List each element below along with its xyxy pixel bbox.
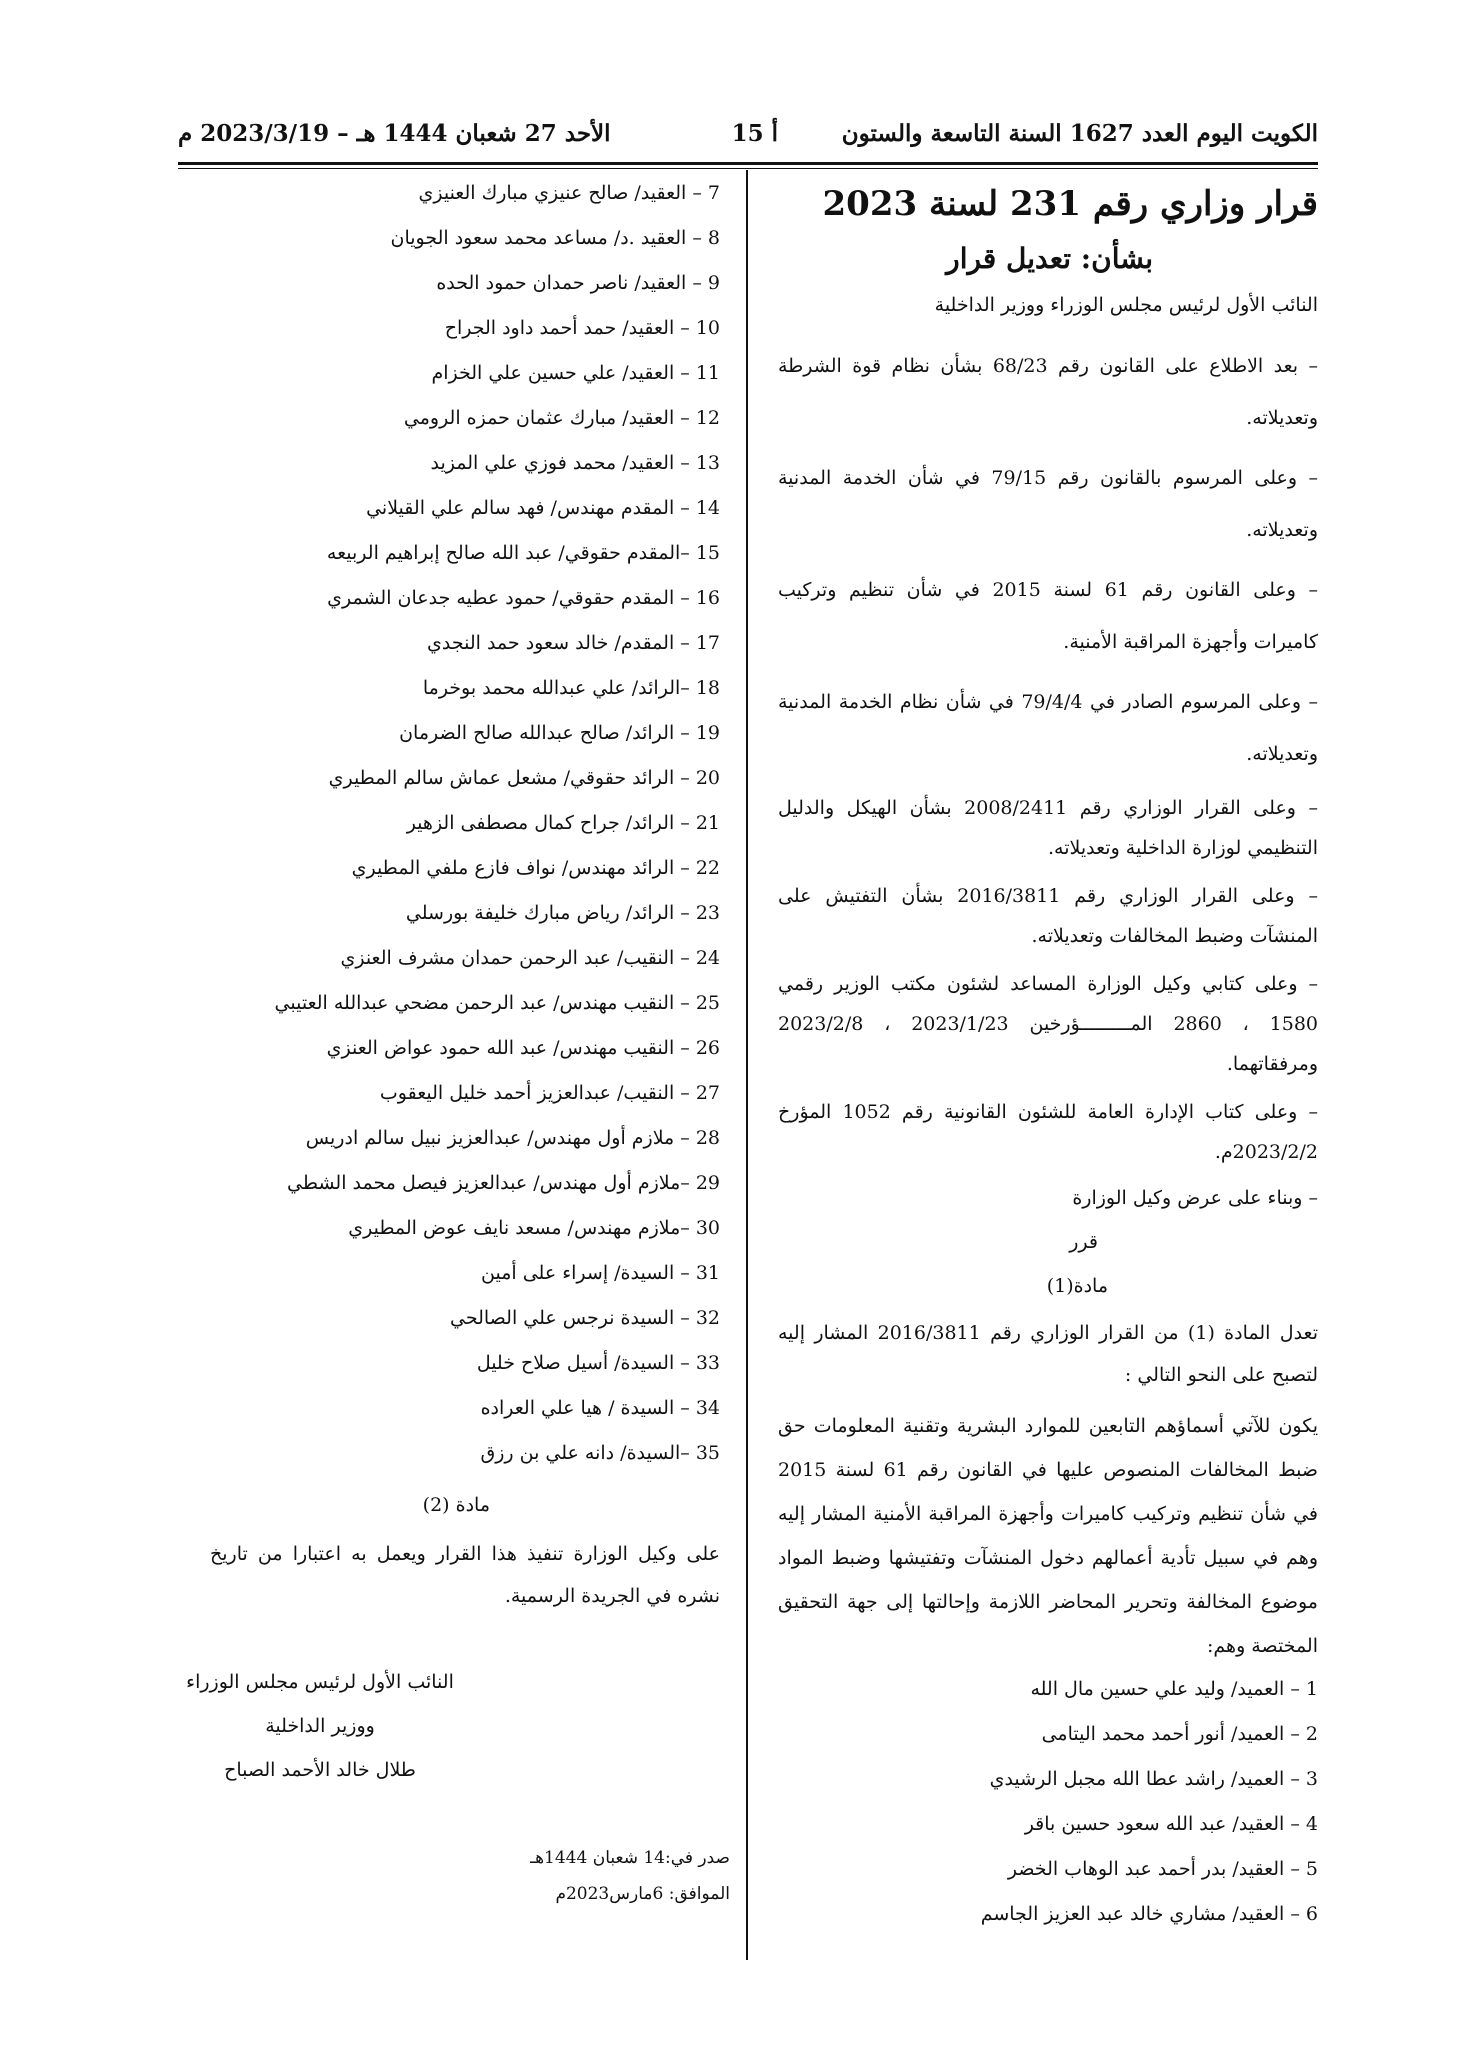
name-list-item: 19 – الرائد/ صالح عبدالله صالح الضرمان [399,722,720,744]
preamble-item: – وعلى المرسوم بالقانون رقم 79/15 في شأن الخدمة المدنية وتعديلاته. [778,467,1318,541]
name-list-item: 6 – العقيد/ مشاري خالد عبد العزيز الجاسم [980,1903,1318,1925]
preamble-item: – وعلى المرسوم الصادر في 79/4/4 في شأن نظام الخدمة المدنية وتعديلاته. [778,691,1318,765]
article1-intro: تعدل المادة (1) من القرار الوزاري رقم 2016/3811 المشار إليه لتصبح على النحو التالي : [778,1322,1318,1386]
decision-issuer: النائب الأول لرئيس مجلس الوزراء ووزير الداخلية [934,294,1318,316]
name-list-item: 35 –السيدة/ دانه علي بن رزق [480,1442,720,1464]
page-header [178,120,1318,160]
column-divider [746,170,748,1960]
name-list-item: 15 –المقدم حقوقي/ عبد الله صالح إبراهيم الربيعه [326,542,720,564]
name-list-item: 13 – العقيد/ محمد فوزي علي المزيد [430,452,720,474]
name-list-item: 30 –ملازم مهندس/ مسعد نايف عوض المطيري [348,1217,720,1239]
issued-gregorian: الموافق: 6مارس2023م [555,1884,730,1904]
name-list-item: 4 – العقيد/ عبد الله سعود حسين باقر [1024,1813,1318,1835]
preamble-item: – وعلى القانون رقم 61 لسنة 2015 في شأن تنظيم وتركيب كاميرات وأجهزة المراقبة الأمنية. [778,579,1318,653]
preamble-item: – وعلى القرار الوزاري رقم 2016/3811 بشأن التفتيش على المنشآت وضبط المخالفات وتعديلاته. [778,885,1318,947]
name-list-item: 12 – العقيد/ مبارك عثمان حمزه الرومي [403,407,720,429]
header-page-number: أ 15 [731,120,778,147]
name-list-item: 22 – الرائد مهندس/ نواف فازع ملفي المطيري [351,857,720,879]
name-list-item: 33 – السيدة/ أسيل صلاح خليل [476,1352,720,1374]
name-list-item: 23 – الرائد/ رياض مبارك خليفة بورسلي [405,902,720,924]
name-list-item: 5 – العقيد/ بدر أحمد عبد الوهاب الخضر [1007,1858,1318,1880]
issued-hijri: صدر في:14 شعبان 1444هـ [530,1848,730,1868]
name-list-item: 25 – النقيب مهندس/ عبد الرحمن مضحي عبدالله العتيبي [274,992,720,1014]
name-list-item: 8 – العقيد .د/ مساعد محمد سعود الجويان [390,227,720,249]
name-list-item: 7 – العقيد/ صالح عنيزي مبارك العنيزي [418,182,720,204]
name-list-item: 32 – السيدة نرجس علي الصالحي [450,1307,720,1329]
header-date: الأحد 27 شعبان 1444 هـ – 2023/3/19 م [178,120,611,147]
name-list-item: 26 – النقيب مهندس/ عبد الله حمود عواض العنزي [326,1037,720,1059]
name-list-item: 17 – المقدم/ خالد سعود حمد النجدي [427,632,720,654]
article2-body: على وكيل الوزارة تنفيذ هذا القرار ويعمل به اعتبارا من تاريخ نشره في الجريدة الرسمية. [210,1543,720,1607]
name-list-item: 18 –الرائد/ علي عبدالله محمد بوخرما [422,677,720,699]
header-issue-info: الكويت اليوم العدد 1627 السنة التاسعة والستون [841,120,1318,147]
preamble-item: – وبناء على عرض وكيل الوزارة [1072,1187,1318,1209]
preamble-item: – وعلى كتابي وكيل الوزارة المساعد لشئون مكتب الوزير رقمي 1580 ، 2860 المـــــــــؤرخين 2023/1/23 ، 2023/2/8 ومرفقاتهما. [778,973,1319,1075]
header-rule-thick [178,162,1318,165]
name-list-item: 28 – ملازم أول مهندس/ عبدالعزيز نبيل سالم ادريس [305,1127,720,1149]
preamble-item: – وعلى كتاب الإدارة العامة للشئون القانونية رقم 1052 المؤرخ 2023/2/2م. [778,1101,1318,1163]
signature-line: طلال خالد الأحمد الصباح [224,1759,416,1781]
name-list-item: 29 –ملازم أول مهندس/ عبدالعزيز فيصل محمد الشطي [287,1172,720,1194]
name-list-item: 1 – العميد/ وليد علي حسين مال الله [1030,1678,1318,1700]
name-list-item: 10 – العقيد/ حمد أحمد داود الجراح [444,317,720,339]
preamble-item: – وعلى القرار الوزاري رقم 2008/2411 بشأن الهيكل والدليل التنظيمي لوزارة الداخلية وتعديلاته. [778,797,1318,859]
name-list-item: 34 – السيدة / هيا علي العراده [480,1397,720,1419]
name-list-item: 11 – العقيد/ علي حسين علي الخزام [431,362,720,384]
name-list-item: 20 – الرائد حقوقي/ مشعل عماش سالم المطيري [328,767,720,789]
preamble-item: – بعد الاطلاع على القانون رقم 68/23 بشأن نظام قوة الشرطة وتعديلاته. [778,355,1318,429]
article1-body: يكون للآتي أسماؤهم التابعين للموارد البشرية وتقنية المعلومات حق ضبط المخالفات المنصوص عليها في القانون رقم 61 لسنة 2015 في شأن تنظيم وتركيب كاميرات وأجهزة المراقبة الأمنية المشار إليه وهم في سبيل تأدية أعمالهم دخول المنشآت وتفتيشها وضبط المواد موضوع المخالفة وتحرير المحاضر اللازمة وإحالتها إلى جهة التحقيق المختصة وهم: [778,1415,1318,1657]
name-list-item: 24 – النقيب/ عبد الرحمن حمدان مشرف العنزي [340,947,720,969]
right-column [778,180,1318,1946]
name-list-item: 16 – المقدم حقوقي/ حمود عطيه جدعان الشمري [327,587,720,609]
signature-line: ووزير الداخلية [265,1715,375,1737]
signature-line: النائب الأول لرئيس مجلس الوزراء [186,1671,454,1693]
name-list-item: 21 – الرائد/ جراح كمال مصطفى الزهير [406,812,720,834]
decision-subject: بشأن: تعديل قرار [946,242,1153,275]
decision-title: قرار وزاري رقم 231 لسنة 2023 [822,184,1318,224]
left-column [210,180,720,1625]
signature-block [180,1660,460,1792]
decided-label: قرر [1069,1231,1098,1253]
issued-date-block [500,1840,730,1912]
name-list-item: 2 – العميد/ أنور أحمد محمد اليتامى [1041,1723,1318,1745]
name-list-item: 3 – العميد/ راشد عطا الله مجبل الرشيدي [989,1768,1318,1790]
article2-title: مادة (2) [422,1494,490,1516]
name-list-item: 14 – المقدم مهندس/ فهد سالم علي القيلاني [366,497,720,519]
header-rule-thin [178,168,1318,169]
name-list-item: 27 – النقيب/ عبدالعزيز أحمد خليل اليعقوب [379,1082,720,1104]
article1-title: مادة(1) [1046,1275,1108,1297]
name-list-item: 31 – السيدة/ إسراء على أمين [481,1262,720,1284]
name-list-item: 9 – العقيد/ ناصر حمدان حمود الحده [436,272,720,294]
